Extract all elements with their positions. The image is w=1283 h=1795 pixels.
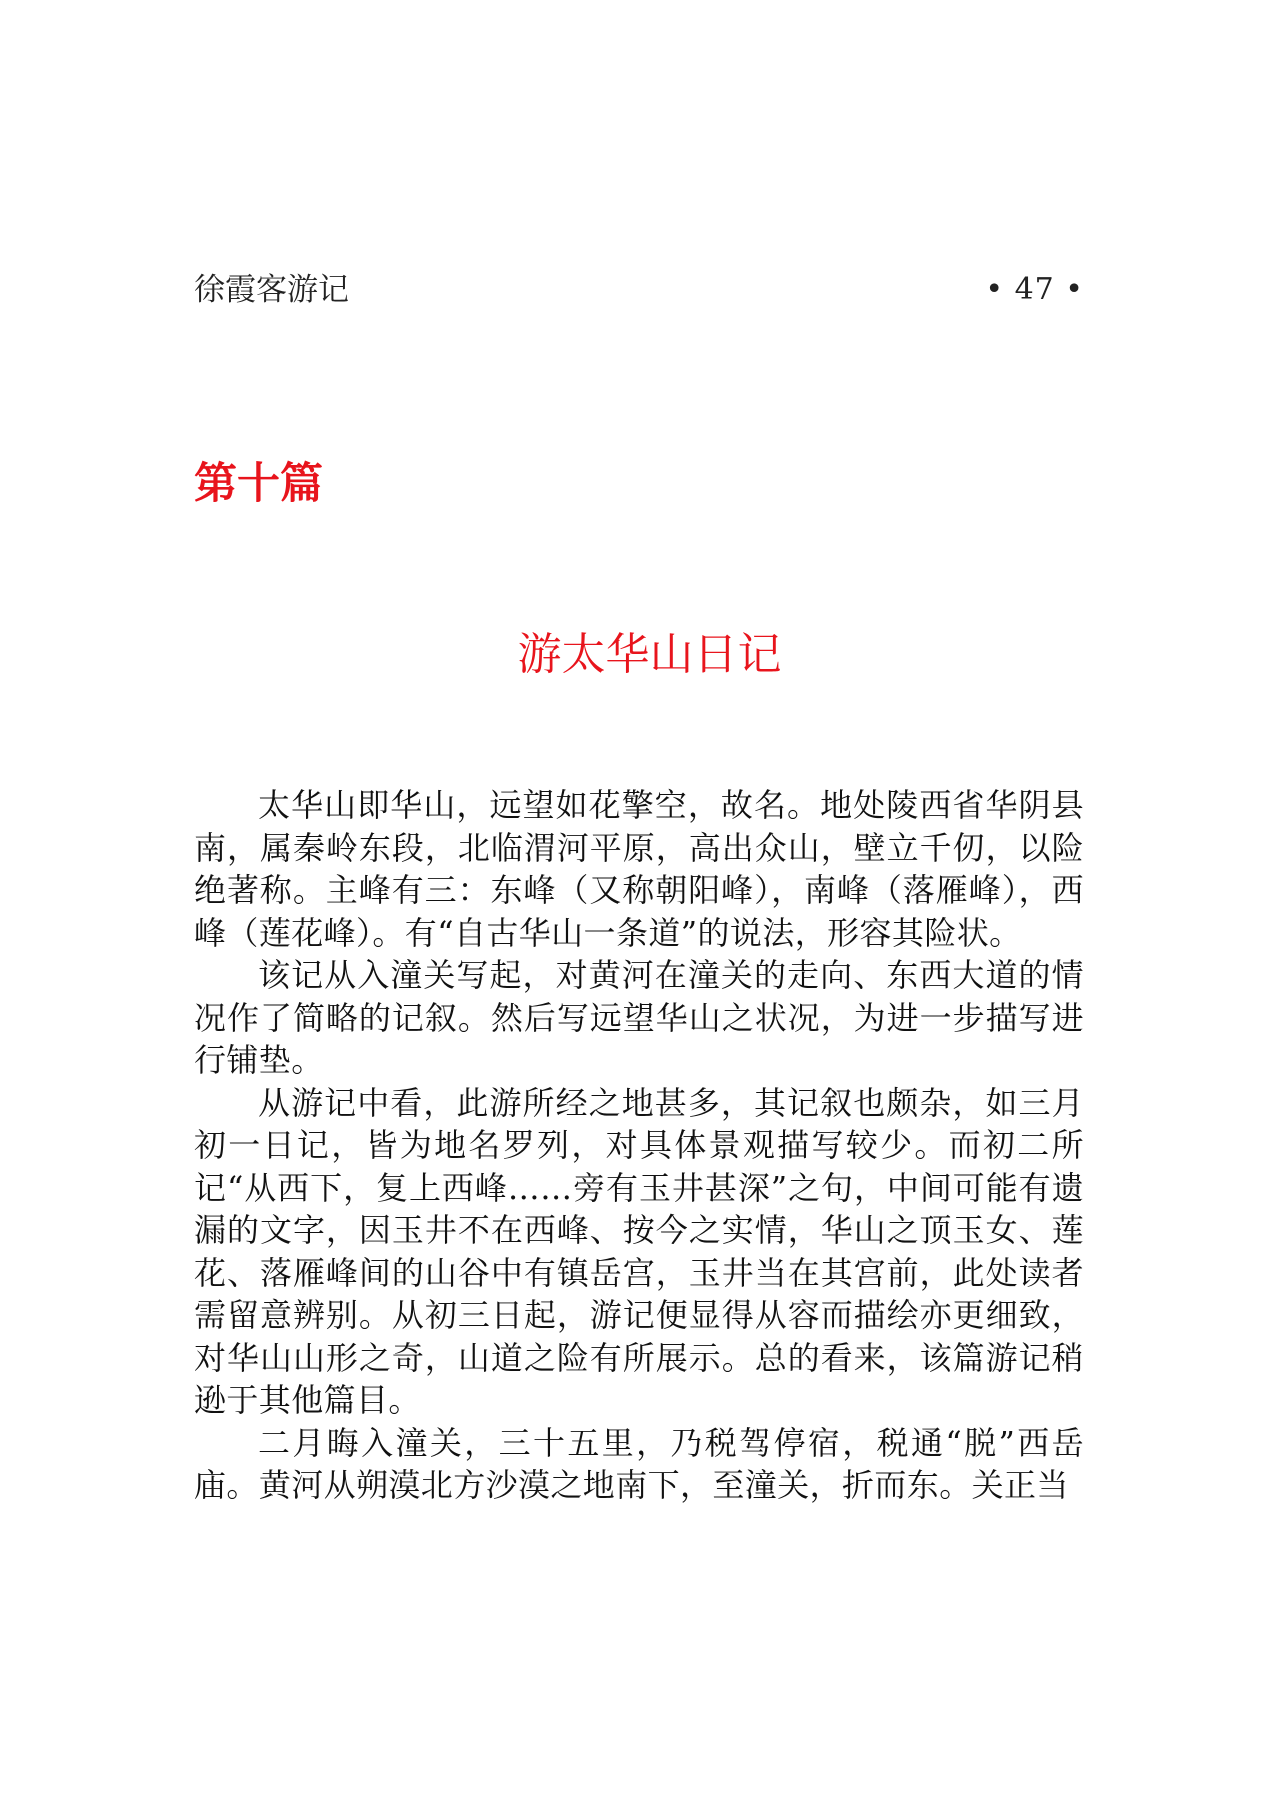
body-text: [194, 784, 1084, 1507]
paragraph-2: 该记从入潼关写起，对黄河在潼关的走向、东西大道的情况作了简略的记叙。然后写远望华山之状况，为进一步描写进行铺垫。: [194, 956, 1084, 1079]
running-header: [194, 268, 1084, 312]
article-title: 游太华山日记: [517, 629, 782, 680]
book-title: 徐霞客游记: [194, 272, 349, 308]
paragraph-3: 从游记中看，此游所经之地甚多，其记叙也颇杂，如三月初一日记，皆为地名罗列，对具体景观描写较少。而初二所记“从西下，复上西峰……旁有玉井甚深”之句，中间可能有遗漏的文字，因玉井不在西峰、按今之实情，华山之顶玉女、莲花、落雁峰间的山谷中有镇岳宫，玉井当在其宫前，此处读者需留意辨别。从初三日起，游记便显得从容而描绘亦更细致，对华山山形之奇，山道之险有所展示。总的看来，该篇游记稍逊于其他篇目。: [194, 1083, 1084, 1419]
page-number: • 47 •: [985, 272, 1084, 307]
paragraph-1: 太华山即华山，远望如花擎空，故名。地处陵西省华阴县南，属秦岭东段，北临渭河平原，高出众山，壁立千仞，以险绝著称。主峰有三：东峰（又称朝阳峰），南峰（落雁峰），西峰（莲花峰）。有“自古华山一条道”的说法，形容其险状。: [194, 786, 1084, 952]
chapter-label: 第十篇: [194, 459, 323, 509]
paragraph-4: 二月晦入潼关，三十五里，乃税驾停宿，税通“脱”西岳庙。黄河从朔漠北方沙漠之地南下，至潼关，折而东。关正当: [194, 1423, 1084, 1504]
